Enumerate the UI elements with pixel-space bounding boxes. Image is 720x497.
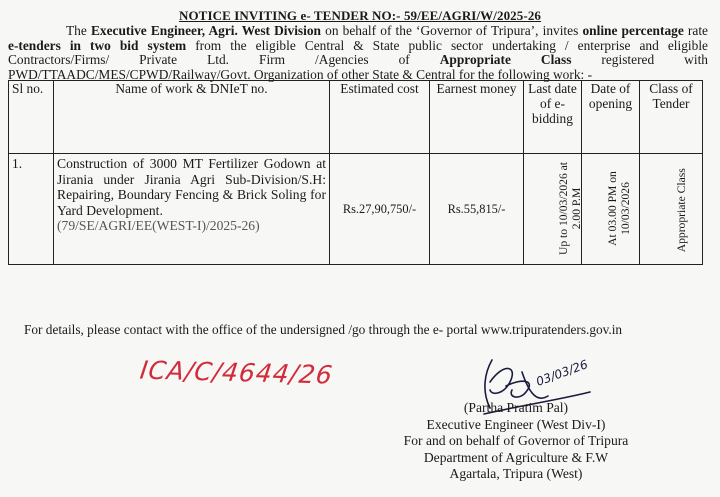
table-header-row [9, 81, 703, 154]
opening-date-text [607, 171, 632, 246]
cell-sl: 1. [9, 154, 54, 265]
intro-bold-bid-system: e-tenders in two bid system [8, 37, 187, 53]
sig-stroke-2 [490, 368, 512, 393]
dniet-number: (79/SE/AGRI/EE(WEST-I)/2025-26) [57, 218, 260, 233]
tender-table [8, 80, 703, 265]
cell-class-of-tender [640, 154, 703, 265]
signatory-name: (Partha Pratim Pal) [463, 400, 569, 415]
intro-bold-class: Appropriate Class [439, 52, 572, 67]
handwritten-reference: ICA/C/4644/26 [138, 355, 335, 390]
header-name-of-work: Name of work & DNIeT no. [54, 81, 330, 154]
intro-text-3: rate [683, 23, 708, 38]
cell-date-of-opening [582, 154, 640, 265]
header-estimated-cost: Estimated cost [330, 81, 430, 154]
header-earnest-money: Earnest money [430, 81, 524, 154]
notice-title: NOTICE INVITING e- TENDER NO:- 59/EE/AGRI/W/2025-26 [178, 8, 542, 23]
header-last-date: Last date of e-bidding [524, 81, 582, 154]
header-date-of-opening: Date of opening [582, 81, 640, 154]
intro-text-1: The [66, 23, 91, 38]
opening-line-2: 10/03/2026 [618, 182, 632, 236]
opening-line-1: At 03.00 PM on [605, 171, 619, 247]
intro-text-2: on behalf of the ‘Governor of Tripura’, invites [321, 23, 583, 38]
last-date-line-1: Up to 10/03/2026 at [557, 162, 571, 256]
intro-text-5: registered with PWD/TTAADC/MES/CPWD/Railway/Govt. Organization of other State & Central for the following work: - [8, 52, 708, 82]
signatory-location: Agartala, Tripura (West) [449, 466, 583, 481]
cell-earnest-money: Rs.55,815/- [430, 154, 524, 265]
signatory-behalf: For and on behalf of Governor of Tripura [403, 433, 629, 448]
intro-paragraph [8, 24, 708, 82]
cell-last-date [524, 154, 582, 265]
signatory-block [366, 400, 666, 483]
intro-text-4: from the eligible Central & State public sector undertaking / enterprise and eligible Contractors/Firms/ Private Ltd. Firm /Agencies of [8, 37, 708, 67]
cell-work [54, 154, 330, 265]
signatory-designation: Executive Engineer (West Div-I) [426, 416, 606, 432]
last-date-text [558, 162, 583, 255]
table-row [9, 154, 703, 265]
intro-bold-office: Executive Engineer, Agri. West Division [90, 23, 321, 38]
header-sl: Sl no. [9, 81, 54, 154]
signatory-department: Department of Agriculture & F.W [423, 449, 609, 465]
class-text: Appropriate Class [674, 168, 688, 253]
header-class-of-tender: Class of Tender [640, 81, 703, 154]
intro-bold-online: online percentage [582, 23, 684, 38]
last-date-line-2: 2.00 P.M [569, 187, 583, 230]
signature-date: 03/03/26 [534, 357, 590, 389]
work-description: Construction of 3000 MT Fertilizer Godown at Jirania under Jirania Agri Sub-Division/S.H: Repairing, Boundary Fencing & Brick Soling for Yard Development. [57, 156, 326, 218]
details-line: For details, please contact with the office of the undersigned /go through the e- portal www.tripuratenders.gov.in [24, 322, 623, 337]
cell-estimated-cost: Rs.27,90,750/- [330, 154, 430, 265]
